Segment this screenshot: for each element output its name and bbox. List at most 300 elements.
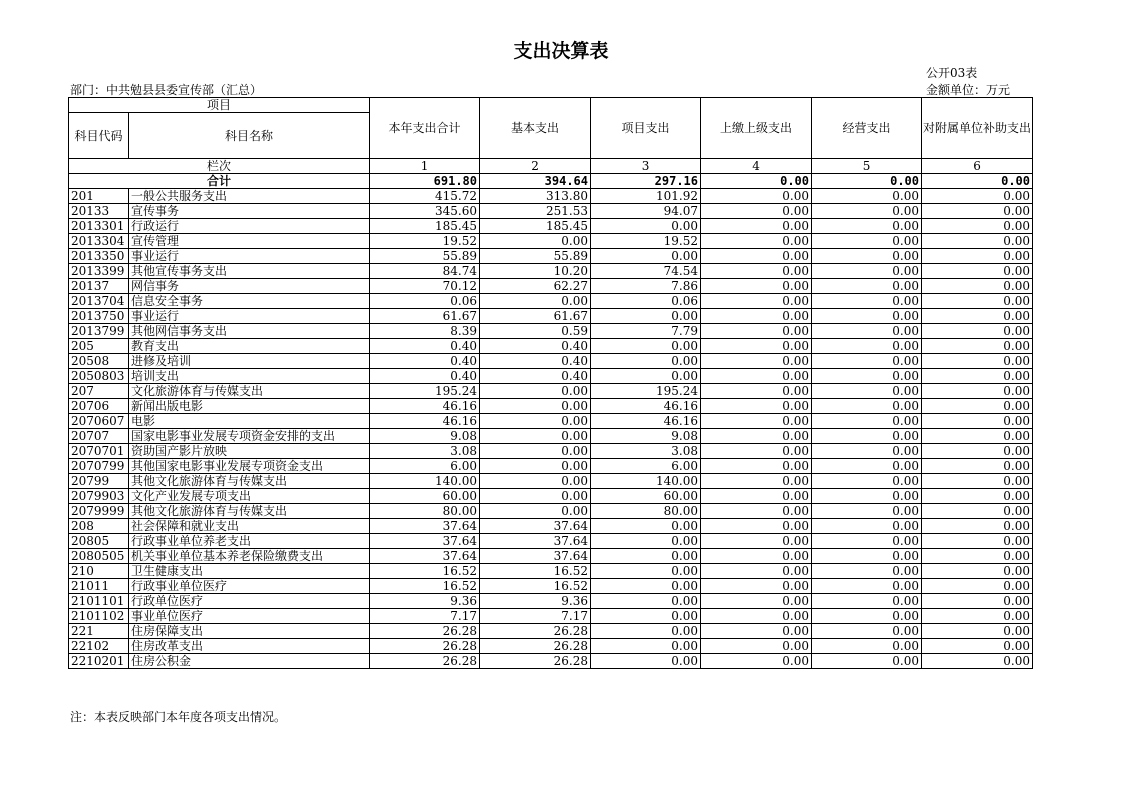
subject-code: 2101101 [69,594,129,609]
amount-cell: 0.00 [591,519,701,534]
amount-cell: 0.00 [812,609,922,624]
amount-cell: 0.06 [591,294,701,309]
amount-cell: 0.00 [591,639,701,654]
amount-cell: 0.00 [812,309,922,324]
subject-name: 一般公共服务支出 [129,189,370,204]
table-row [69,609,1033,624]
amount-cell: 55.89 [370,249,480,264]
amount-cell: 0.00 [701,579,812,594]
amount-cell: 8.39 [370,324,480,339]
subject-name: 其他文化旅游体育与传媒支出 [129,474,370,489]
amount-cell: 0.00 [812,324,922,339]
subject-name: 宣传事务 [129,204,370,219]
amount-cell: 0.00 [591,579,701,594]
amount-cell: 6.00 [591,459,701,474]
amount-cell: 0.00 [480,429,591,444]
amount-cell: 0.00 [480,234,591,249]
subject-code: 221 [69,624,129,639]
subject-code: 2101102 [69,609,129,624]
amount-cell: 0.00 [591,624,701,639]
amount-cell: 0.00 [812,564,922,579]
subject-code: 2080505 [69,549,129,564]
header-name: 科目名称 [129,113,370,159]
subject-code: 2070607 [69,414,129,429]
subject-name: 其他文化旅游体育与传媒支出 [129,504,370,519]
amount-cell: 0.00 [591,654,701,669]
amount-cell: 0.00 [480,414,591,429]
amount-cell: 55.89 [480,249,591,264]
amount-cell: 0.00 [701,519,812,534]
amount-cell: 0.00 [922,594,1033,609]
amount-cell: 0.40 [480,339,591,354]
table-row [69,279,1033,294]
subject-name: 其他宣传事务支出 [129,264,370,279]
subject-code: 201 [69,189,129,204]
header-col-4: 上缴上级支出 [701,98,812,159]
amount-cell: 0.00 [701,504,812,519]
amount-cell: 0.00 [922,219,1033,234]
amount-cell: 0.00 [812,189,922,204]
amount-cell: 0.00 [812,354,922,369]
amount-cell: 0.00 [701,249,812,264]
total-label: 合计 [69,174,370,189]
table-row [69,594,1033,609]
amount-cell: 9.08 [370,429,480,444]
subject-name: 宣传管理 [129,234,370,249]
amount-cell: 0.00 [922,549,1033,564]
amount-cell: 0.40 [480,369,591,384]
table-row [69,399,1033,414]
table-row [69,639,1033,654]
amount-cell: 70.12 [370,279,480,294]
amount-cell: 0.00 [922,414,1033,429]
amount-cell: 251.53 [480,204,591,219]
amount-cell: 0.00 [922,564,1033,579]
amount-cell: 7.17 [370,609,480,624]
footnote: 注：本表反映部门本年度各项支出情况。 [70,710,287,724]
amount-cell: 0.00 [701,264,812,279]
amount-cell: 7.86 [591,279,701,294]
amount-cell: 7.79 [591,324,701,339]
subject-name: 资助国产影片放映 [129,444,370,459]
amount-cell: 46.16 [591,399,701,414]
table-row [69,519,1033,534]
amount-cell: 0.00 [701,429,812,444]
col-index-6: 6 [922,159,1033,174]
amount-cell: 0.00 [701,369,812,384]
subject-code: 22102 [69,639,129,654]
amount-cell: 195.24 [370,384,480,399]
amount-cell: 0.00 [591,309,701,324]
amount-cell: 0.00 [701,324,812,339]
subject-name: 进修及培训 [129,354,370,369]
subject-code: 2050803 [69,369,129,384]
amount-cell: 0.00 [922,639,1033,654]
amount-cell: 195.24 [591,384,701,399]
amount-cell: 0.00 [701,654,812,669]
amount-cell: 0.00 [701,294,812,309]
amount-cell: 0.00 [701,354,812,369]
table-row [69,549,1033,564]
amount-cell: 0.00 [701,279,812,294]
subject-code: 2013301 [69,219,129,234]
amount-cell: 345.60 [370,204,480,219]
amount-cell: 0.00 [701,474,812,489]
table-row [69,309,1033,324]
total-row [69,174,1033,189]
subject-code: 21011 [69,579,129,594]
subject-code: 2079999 [69,504,129,519]
amount-cell: 26.28 [370,639,480,654]
subject-name: 电影 [129,414,370,429]
amount-cell: 0.00 [480,444,591,459]
subject-name: 网信事务 [129,279,370,294]
amount-cell: 0.00 [922,399,1033,414]
amount-cell: 3.08 [591,444,701,459]
amount-cell: 37.64 [480,549,591,564]
amount-cell: 62.27 [480,279,591,294]
subject-name: 社会保障和就业支出 [129,519,370,534]
amount-cell: 0.00 [812,294,922,309]
amount-cell: 0.00 [922,504,1033,519]
total-value: 394.64 [480,174,591,189]
amount-cell: 0.40 [480,354,591,369]
amount-cell: 0.00 [591,564,701,579]
subject-name: 教育支出 [129,339,370,354]
subject-name: 行政运行 [129,219,370,234]
amount-cell: 185.45 [480,219,591,234]
expenditure-table [68,97,1033,669]
amount-cell: 16.52 [370,564,480,579]
table-row [69,429,1033,444]
amount-cell: 0.00 [922,474,1033,489]
total-value: 0.00 [812,174,922,189]
row-index-label: 栏次 [69,159,370,174]
amount-cell: 26.28 [480,639,591,654]
amount-cell: 26.28 [480,624,591,639]
amount-cell: 0.00 [922,234,1033,249]
table-row [69,264,1033,279]
col-index-4: 4 [701,159,812,174]
table-row [69,474,1033,489]
subject-name: 国家电影事业发展专项资金安排的支出 [129,429,370,444]
amount-cell: 0.00 [480,294,591,309]
subject-name: 行政单位医疗 [129,594,370,609]
subject-name: 新闻出版电影 [129,399,370,414]
subject-code: 2070701 [69,444,129,459]
table-row [69,459,1033,474]
amount-cell: 0.00 [922,309,1033,324]
amount-cell: 0.00 [812,444,922,459]
amount-cell: 0.00 [701,534,812,549]
amount-cell: 3.08 [370,444,480,459]
subject-name: 卫生健康支出 [129,564,370,579]
amount-cell: 0.00 [812,339,922,354]
amount-cell: 0.00 [701,414,812,429]
amount-cell: 0.00 [701,489,812,504]
amount-cell: 0.00 [922,609,1033,624]
subject-code: 2013750 [69,309,129,324]
subject-name: 事业运行 [129,309,370,324]
amount-cell: 0.00 [701,564,812,579]
amount-cell: 0.00 [812,384,922,399]
header-col-5: 经营支出 [812,98,922,159]
subject-code: 20707 [69,429,129,444]
subject-name: 住房保障支出 [129,624,370,639]
subject-code: 20508 [69,354,129,369]
subject-code: 2013799 [69,324,129,339]
subject-code: 20805 [69,534,129,549]
subject-code: 2013399 [69,264,129,279]
amount-cell: 46.16 [370,399,480,414]
amount-unit-label: 金额单位：万元 [926,83,1011,97]
col-index-1: 1 [370,159,480,174]
amount-cell: 0.00 [922,519,1033,534]
amount-cell: 0.00 [922,264,1033,279]
table-row [69,354,1033,369]
amount-cell: 37.64 [480,534,591,549]
amount-cell: 0.00 [922,279,1033,294]
amount-cell: 0.00 [812,519,922,534]
subject-code: 2013350 [69,249,129,264]
header-col-2: 基本支出 [480,98,591,159]
amount-cell: 0.00 [922,489,1033,504]
header-code: 科目代码 [69,113,129,159]
amount-cell: 0.00 [812,414,922,429]
form-code: 公开03表 [926,66,978,80]
amount-cell: 0.00 [812,624,922,639]
amount-cell: 16.52 [370,579,480,594]
amount-cell: 46.16 [370,414,480,429]
total-value: 0.00 [701,174,812,189]
subject-name: 行政事业单位养老支出 [129,534,370,549]
subject-name: 文化产业发展专项支出 [129,489,370,504]
subject-code: 208 [69,519,129,534]
table-row [69,204,1033,219]
amount-cell: 0.00 [701,609,812,624]
amount-cell: 0.00 [922,189,1033,204]
amount-cell: 0.00 [812,204,922,219]
amount-cell: 37.64 [370,534,480,549]
subject-code: 20137 [69,279,129,294]
amount-cell: 0.00 [591,369,701,384]
subject-name: 其他国家电影事业发展专项资金支出 [129,459,370,474]
amount-cell: 0.40 [370,354,480,369]
amount-cell: 0.40 [370,339,480,354]
amount-cell: 26.28 [370,654,480,669]
amount-cell: 19.52 [591,234,701,249]
amount-cell: 46.16 [591,414,701,429]
amount-cell: 0.00 [480,474,591,489]
amount-cell: 0.00 [591,249,701,264]
amount-cell: 0.00 [701,309,812,324]
amount-cell: 37.64 [370,519,480,534]
amount-cell: 26.28 [480,654,591,669]
table-row [69,219,1033,234]
amount-cell: 0.00 [480,459,591,474]
subject-name: 事业运行 [129,249,370,264]
amount-cell: 9.36 [370,594,480,609]
subject-code: 207 [69,384,129,399]
table-row [69,579,1033,594]
amount-cell: 0.40 [370,369,480,384]
amount-cell: 74.54 [591,264,701,279]
subject-name: 文化旅游体育与传媒支出 [129,384,370,399]
amount-cell: 0.00 [922,444,1033,459]
total-value: 0.00 [922,174,1033,189]
amount-cell: 61.67 [370,309,480,324]
amount-cell: 0.00 [812,264,922,279]
amount-cell: 0.00 [922,249,1033,264]
amount-cell: 7.17 [480,609,591,624]
subject-code: 2013704 [69,294,129,309]
col-index-5: 5 [812,159,922,174]
amount-cell: 185.45 [370,219,480,234]
amount-cell: 0.00 [812,234,922,249]
amount-cell: 0.00 [701,549,812,564]
amount-cell: 0.00 [591,594,701,609]
amount-cell: 415.72 [370,189,480,204]
amount-cell: 60.00 [591,489,701,504]
amount-cell: 0.06 [370,294,480,309]
amount-cell: 0.00 [591,219,701,234]
amount-cell: 0.00 [812,399,922,414]
amount-cell: 26.28 [370,624,480,639]
table-row [69,234,1033,249]
subject-code: 205 [69,339,129,354]
amount-cell: 0.00 [812,459,922,474]
amount-cell: 16.52 [480,579,591,594]
amount-cell: 0.00 [591,609,701,624]
amount-cell: 0.00 [701,234,812,249]
amount-cell: 0.00 [591,534,701,549]
amount-cell: 0.00 [922,324,1033,339]
total-value: 691.80 [370,174,480,189]
table-row [69,564,1033,579]
amount-cell: 80.00 [591,504,701,519]
amount-cell: 0.00 [812,654,922,669]
table-row [69,414,1033,429]
amount-cell: 16.52 [480,564,591,579]
subject-code: 2013304 [69,234,129,249]
subject-code: 2079903 [69,489,129,504]
amount-cell: 0.00 [480,489,591,504]
subject-code: 20799 [69,474,129,489]
amount-cell: 37.64 [370,549,480,564]
subject-name: 住房改革支出 [129,639,370,654]
amount-cell: 0.00 [922,654,1033,669]
amount-cell: 0.00 [812,279,922,294]
table-row [69,534,1033,549]
subject-name: 机关事业单位基本养老保险缴费支出 [129,549,370,564]
amount-cell: 0.00 [701,384,812,399]
amount-cell: 140.00 [370,474,480,489]
amount-cell: 80.00 [370,504,480,519]
table-row [69,624,1033,639]
subject-code: 20706 [69,399,129,414]
amount-cell: 0.00 [812,579,922,594]
amount-cell: 94.07 [591,204,701,219]
amount-cell: 0.00 [812,429,922,444]
amount-cell: 0.00 [480,384,591,399]
amount-cell: 0.00 [922,579,1033,594]
amount-cell: 0.00 [922,534,1033,549]
amount-cell: 0.00 [922,429,1033,444]
amount-cell: 60.00 [370,489,480,504]
table-row [69,654,1033,669]
table-row [69,369,1033,384]
col-index-2: 2 [480,159,591,174]
header-col-3: 项目支出 [591,98,701,159]
amount-cell: 0.00 [701,204,812,219]
col-index-3: 3 [591,159,701,174]
amount-cell: 0.00 [922,204,1033,219]
amount-cell: 0.00 [701,639,812,654]
table-row [69,324,1033,339]
subject-code: 2070799 [69,459,129,474]
department-label: 部门：中共勉县县委宣传部（汇总） [70,83,263,97]
amount-cell: 0.00 [701,339,812,354]
amount-cell: 0.59 [480,324,591,339]
amount-cell: 10.20 [480,264,591,279]
amount-cell: 9.36 [480,594,591,609]
subject-code: 2210201 [69,654,129,669]
amount-cell: 0.00 [922,354,1033,369]
amount-cell: 0.00 [701,399,812,414]
amount-cell: 0.00 [812,489,922,504]
amount-cell: 140.00 [591,474,701,489]
amount-cell: 313.80 [480,189,591,204]
amount-cell: 9.08 [591,429,701,444]
amount-cell: 0.00 [922,339,1033,354]
amount-cell: 0.00 [701,219,812,234]
table-row [69,249,1033,264]
amount-cell: 0.00 [812,594,922,609]
amount-cell: 0.00 [812,249,922,264]
amount-cell: 0.00 [812,369,922,384]
amount-cell: 6.00 [370,459,480,474]
amount-cell: 19.52 [370,234,480,249]
subject-name: 行政事业单位医疗 [129,579,370,594]
amount-cell: 0.00 [812,504,922,519]
amount-cell: 84.74 [370,264,480,279]
total-value: 297.16 [591,174,701,189]
table-row [69,444,1033,459]
page-title: 支出决算表 [513,40,609,62]
amount-cell: 0.00 [701,624,812,639]
table-row [69,489,1033,504]
amount-cell: 0.00 [591,354,701,369]
amount-cell: 0.00 [922,384,1033,399]
amount-cell: 0.00 [701,459,812,474]
subject-name: 住房公积金 [129,654,370,669]
table-row [69,339,1033,354]
amount-cell: 0.00 [701,189,812,204]
subject-code: 210 [69,564,129,579]
amount-cell: 0.00 [480,504,591,519]
amount-cell: 61.67 [480,309,591,324]
amount-cell: 37.64 [480,519,591,534]
header-col-1: 本年支出合计 [370,98,480,159]
amount-cell: 0.00 [812,639,922,654]
amount-cell: 0.00 [591,549,701,564]
table-row [69,504,1033,519]
amount-cell: 0.00 [480,399,591,414]
table-row [69,294,1033,309]
amount-cell: 0.00 [922,294,1033,309]
table-row [69,189,1033,204]
amount-cell: 0.00 [812,534,922,549]
